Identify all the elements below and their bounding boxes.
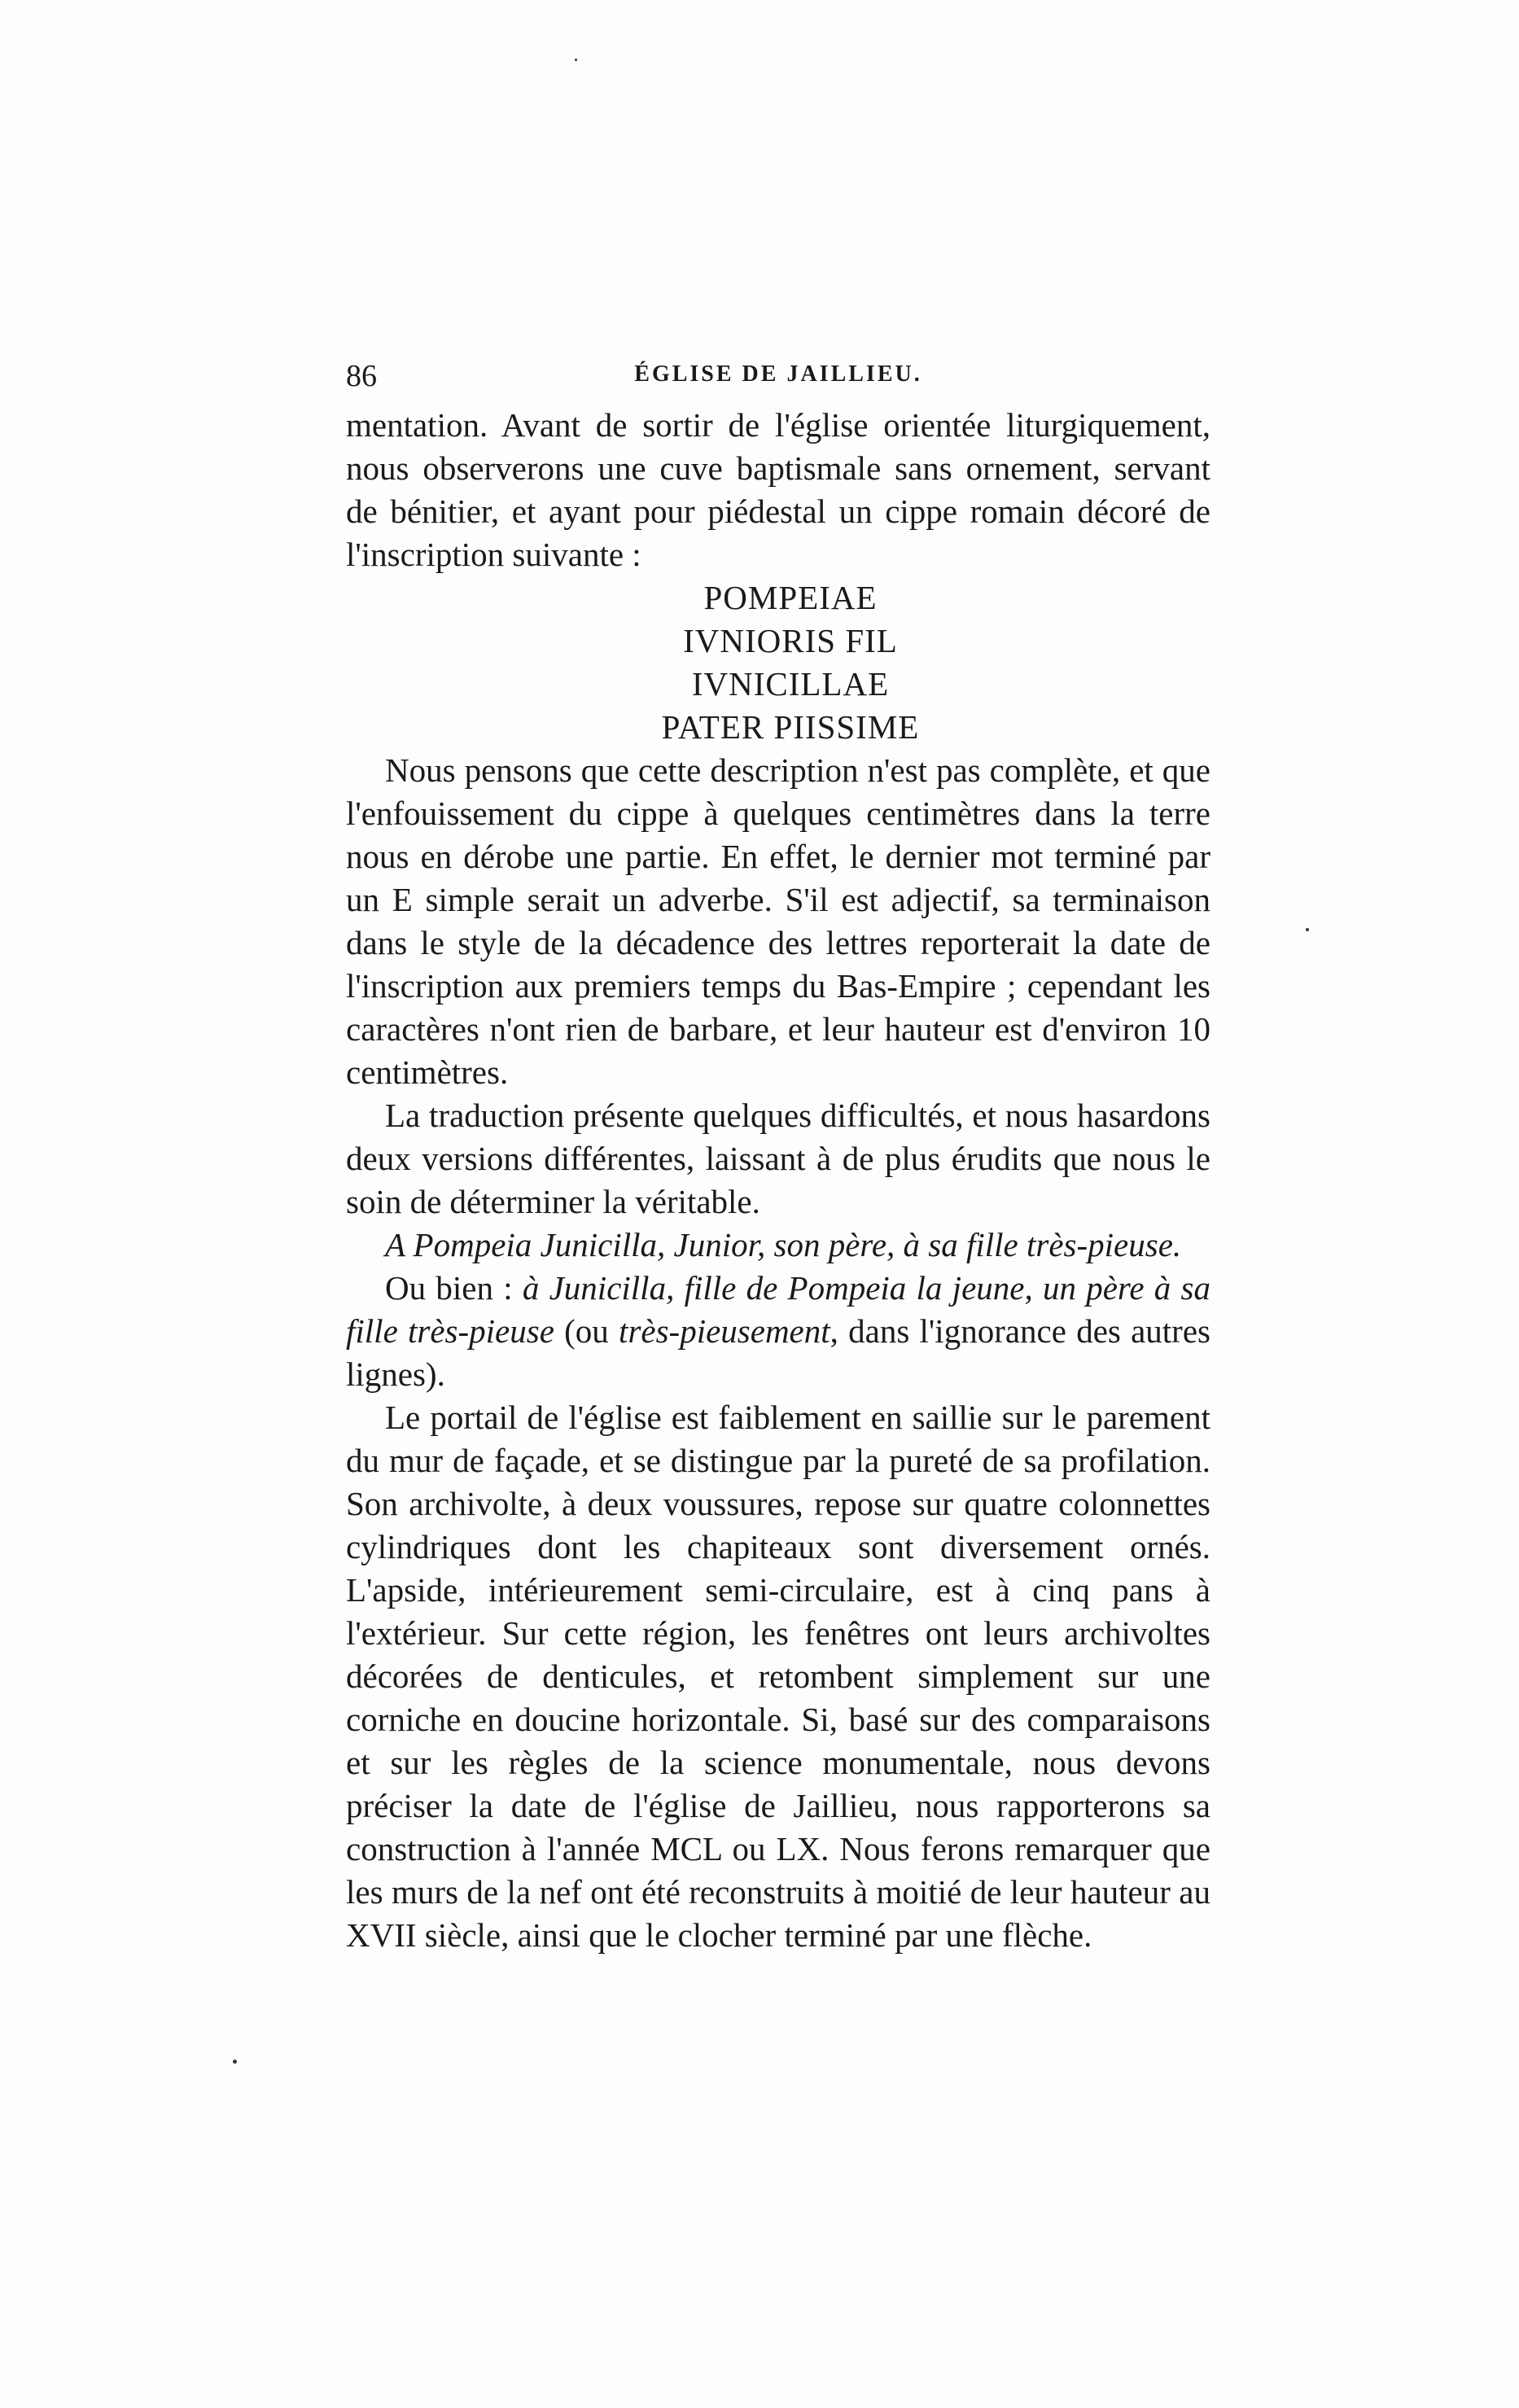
version-two-mid: (ou: [554, 1312, 619, 1350]
version-two-end: , dans l'ignorance des autres lignes).: [346, 1312, 1210, 1393]
version-two-italic-2: très-pieusement: [619, 1312, 830, 1350]
paragraph-version-one: A Pompeia Junicilla, Junior, son père, à sa fille très-pieuse.: [385, 1226, 1182, 1263]
inscription-line-4: PATER PIISSIME: [661, 708, 920, 746]
version-two-start: Ou bien :: [385, 1269, 523, 1307]
scan-speck: [233, 2060, 237, 2064]
paragraph-intro: mentation. Avant de sortir de l'église orientée liturgiquement, nous observerons une cuve baptismale sans ornement, servant de bénitier, et ayant pour piédestal un cippe romain décoré de l'inscription suivante :: [346, 406, 1210, 573]
inscription-line-1: POMPEIAE: [703, 579, 878, 616]
paragraph-translation: La traduction présente quelques difficultés, et nous hasardons deux versions différentes, laissant à de plus érudits que nous le soin de déterminer la véritable.: [346, 1097, 1210, 1220]
page-number: 86: [346, 359, 377, 393]
scan-speck: [575, 59, 577, 61]
paragraph-version-two: [346, 1267, 1210, 1396]
text-block: [346, 358, 1210, 1957]
running-title: ÉGLISE DE JAILLIEU.: [634, 361, 922, 387]
inscription-line-3: IVNICILLAE: [691, 665, 890, 703]
scan-speck: [1306, 928, 1309, 931]
body-text: [346, 404, 1210, 1957]
version-two-italic-1: à Junicilla, fille de Pompeia la jeune, un père à sa fille très-pieuse: [346, 1269, 1211, 1350]
running-head: [346, 358, 1210, 404]
inscription: [346, 576, 1210, 749]
paragraph-portal: Le portail de l'église est faiblement en saillie sur le parement du mur de façade, et se distingue par la pureté de sa profilation. Son archivolte, à deux voussures, repose sur quatre colonnettes cylindriques dont les chapiteaux sont diversement ornés. L'apside, intérieurement semi-circulaire, est à cinq pans à l'extérieur. Sur cette région, les fenêtres ont leurs archivoltes décorées de denticules, et retombent simplement sur une corniche en doucine horizontale. Si, basé sur des comparaisons et sur les règles de la science monumentale, nous devons préciser la date de l'église de Jaillieu, nous rapporterons sa construction à l'année MCL ou LX. Nous ferons remarquer que les murs de la nef ont été reconstruits à moitié de leur hauteur au XVII siècle, ainsi que le clocher terminé par une flèche.: [346, 1399, 1210, 1954]
inscription-line-2: IVNIORIS FIL: [683, 622, 898, 659]
paragraph-description: Nous pensons que cette description n'est pas complète, et que l'enfouissement du cippe à quelques centimètres dans la terre nous en dérobe une partie. En effet, le dernier mot terminé par un E simple serait un adverbe. S'il est adjectif, sa terminaison dans le style de la décadence des lettres reporterait la date de l'inscription aux premiers temps du Bas-Empire ; cependant les caractères n'ont rien de barbare, et leur hauteur est d'environ 10 centimètres.: [346, 751, 1210, 1091]
